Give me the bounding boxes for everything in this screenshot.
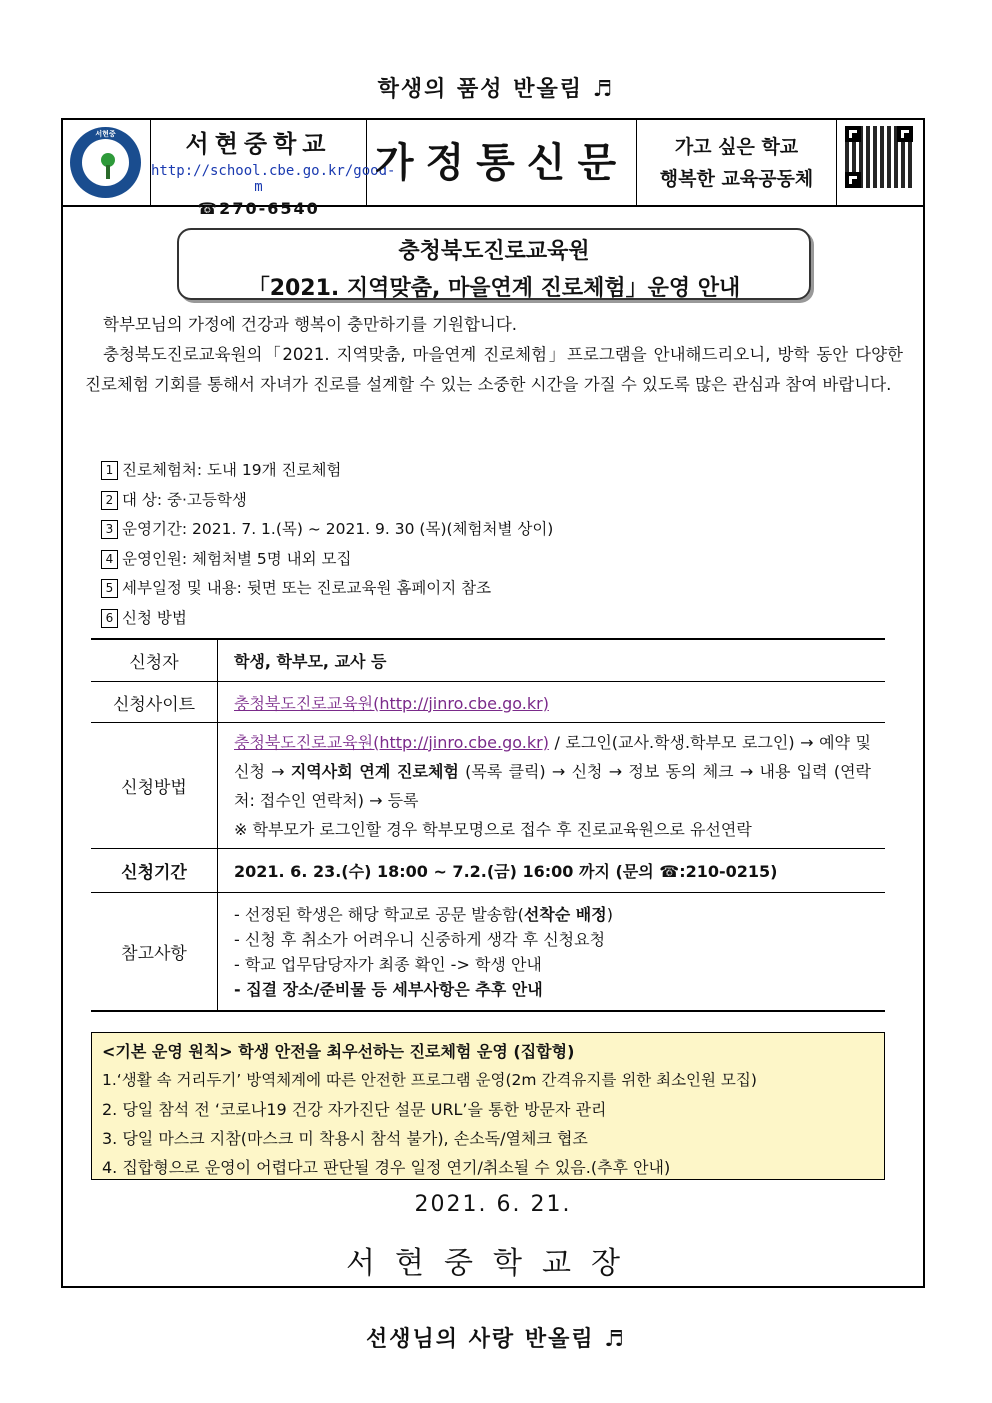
- period-label: 신청기간: [91, 849, 218, 893]
- rule-3: 3. 당일 마스크 지참(마스크 미 착용시 참석 불가), 손소독/열체크 협조: [102, 1129, 588, 1148]
- logo-cell: [63, 120, 151, 205]
- application-table: [91, 638, 885, 1012]
- qr-cell: [837, 120, 923, 205]
- header: [63, 120, 923, 218]
- list-item: 1 진로체험처: 도내 19개 진로체험: [101, 456, 881, 486]
- table-row: [91, 639, 885, 682]
- site-label: 신청사이트: [91, 682, 218, 723]
- school-url[interactable]: http://school.cbe.go.kr/good-m: [151, 163, 396, 195]
- note-4: - 집결 장소/준비물 등 세부사항은 추후 안내: [234, 979, 543, 999]
- info-list: [101, 456, 881, 633]
- period-value: 2021. 6. 23.(수) 18:00 ~ 7.2.(금) 16:00 까지 (문의 ☎:210-0215): [218, 849, 886, 893]
- list-item: 5 세부일정 및 내용: 뒷면 또는 진로교육원 홈페이지 참조: [101, 574, 881, 604]
- intro-paragraph-2: 충청북도진로교육원의「2021. 지역맞춤, 마을연계 진로체험」프로그램을 안내해드리오니, 방학 동안 다양한 진로체험 기회를 통해서 자녀가 진로를 설계할 수 있는 소중한 시간을 가질 수 있도록 많은 관심과 참여 바랍니다.: [85, 345, 903, 394]
- title-banner: [177, 228, 811, 300]
- table-row: [91, 893, 885, 1012]
- note-2: - 신청 후 취소가 어려우니 신중하게 생각 후 신청요청: [234, 929, 606, 949]
- newsletter-frame: [61, 118, 925, 1288]
- banner-line-2: 「2021. 지역맞춤, 마을연계 진로체험」운영 안내: [247, 276, 741, 301]
- banner-line-1: 충청북도진로교육원: [398, 239, 590, 264]
- notes-list: [234, 902, 885, 1002]
- rule-1: 1.‘생활 속 거리두기’ 방역체계에 따른 안전한 프로그램 운영(2m 간격유지를 위한 최소인원 모집): [102, 1071, 757, 1089]
- principal-signature: 서현중학교장: [346, 1246, 640, 1281]
- applicant-label: 신청자: [91, 639, 218, 682]
- rule-2: 2. 당일 참석 전 ‘코로나19 건강 자가진단 설문 URL’을 통한 방문자 관리: [102, 1100, 607, 1119]
- issue-date: 2021. 6. 21.: [414, 1192, 572, 1217]
- list-item: 6 신청 방법: [101, 604, 881, 634]
- table-row: [91, 682, 885, 723]
- method-text: 충청북도진로교육원(http://jinro.cbe.go.kr) / 로그인(교사.학생.학부모 로그인) → 예약 및 신청 → 지역사회 연계 진로체험 (목록 클릭) → 신청 → 정보 동의 체크 → 내용 입력 (연락처: 접수인 연락처) → 등록 ※ 학부모가 로그인할 경우 학부모명으로 접수 후 진로교육원으로 유선연락: [234, 728, 885, 844]
- operation-rules: [91, 1032, 885, 1180]
- school-phone: ☎270-6540: [197, 199, 320, 218]
- list-item: 3 운영기간: 2021. 7. 1.(목) ~ 2021. 9. 30 (목)(체험처별 상이): [101, 515, 881, 545]
- note-3: - 학교 업무담당자가 최종 확인 -> 학생 안내: [234, 954, 542, 974]
- table-row: [91, 723, 885, 849]
- title-cell: [367, 120, 637, 205]
- slogan-cell: [637, 120, 837, 205]
- slogan-line-2: 행복한 교육공동체: [659, 168, 814, 190]
- rule-4: 4. 집합형으로 운영이 어렵다고 판단될 경우 일정 연기/취소될 수 있음.(추후 안내): [102, 1158, 671, 1177]
- school-logo-icon: [70, 127, 141, 198]
- top-motto: 학생의 품성 반올림 ♬: [377, 76, 615, 102]
- site-link[interactable]: 충청북도진로교육원(http://jinro.cbe.go.kr): [234, 693, 549, 713]
- applicant-value: 학생, 학부모, 교사 등: [218, 639, 886, 682]
- list-item: 4 운영인원: 체험처별 5명 내외 모집: [101, 545, 881, 575]
- school-name: 서현중학교: [185, 129, 332, 158]
- slogan: [637, 131, 836, 195]
- school-info: [151, 120, 396, 218]
- bottom-motto: 선생님의 사랑 반올림 ♬: [366, 1326, 626, 1352]
- notes-label: 참고사항: [91, 893, 218, 1012]
- intro-paragraph-1: 학부모님의 가정에 건강과 행복이 충만하기를 기원합니다.: [103, 315, 518, 334]
- rules-heading: <기본 운영 원칙> 학생 안전을 최우선하는 진로체험 운영 (집합형): [102, 1042, 575, 1061]
- note-1: - 선정된 학생은 해당 학교로 공문 발송함(선착순 배정): [234, 904, 613, 924]
- list-item: 2 대 상: 중·고등학생: [101, 486, 881, 516]
- table-row: [91, 849, 885, 893]
- page-title: 가정통신문: [374, 139, 629, 186]
- intro-text: [85, 310, 903, 400]
- logo-text: 서현중: [95, 130, 116, 138]
- method-note: ※ 학부모가 로그인할 경우 학부모명으로 접수 후 진로교육원으로 유선연락: [234, 819, 752, 839]
- slogan-line-1: 가고 싶은 학교: [674, 136, 799, 158]
- method-label: 신청방법: [91, 723, 218, 849]
- method-link[interactable]: 충청북도진로교육원(http://jinro.cbe.go.kr): [234, 732, 549, 752]
